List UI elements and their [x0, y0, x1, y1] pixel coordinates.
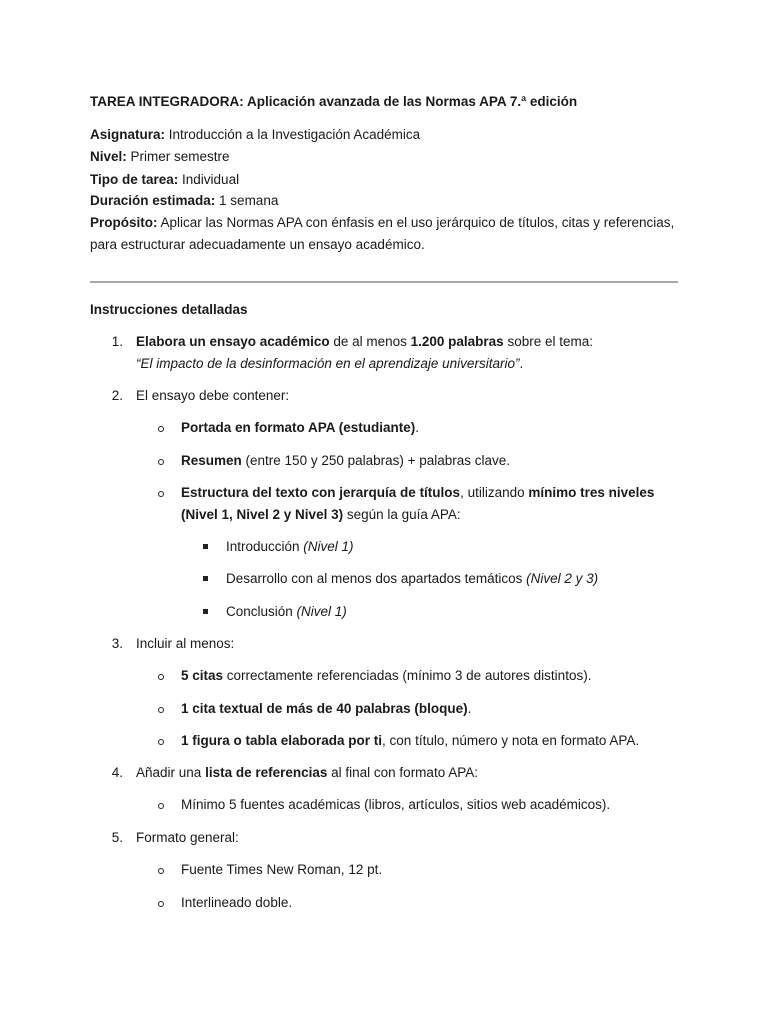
proposito-text-2: para estructurar adecuadamente un ensayo académico. [90, 237, 425, 252]
item-2-sub-3 [181, 482, 654, 504]
item-3-sub-1-text: correctamente referenciadas (mínimo 3 de autores distintos). [223, 668, 592, 683]
item-2-sub-1 [181, 417, 419, 439]
title-text: TAREA INTEGRADORA: Aplicación avanzada de las Normas APA 7.ª edición [90, 94, 578, 109]
item-2-text: El ensayo debe contener: [136, 388, 290, 403]
item-2-sub-1-text: . [415, 420, 420, 435]
item-2-sub-2 [181, 450, 510, 472]
item-1-quote-end: . [519, 356, 524, 371]
item-2-subsub-2-italic: (Nivel 2 y 3) [526, 571, 599, 586]
item-1-text-2: sobre el tema: [503, 334, 593, 349]
duracion-value: 1 semana [215, 193, 279, 208]
item-5-sub-1: Fuente Times New Roman, 12 pt. [181, 862, 383, 877]
item-3-sub-3-bold: 1 figura o tabla elaborada por ti [181, 733, 383, 748]
item-3-sub-2-text: . [467, 701, 472, 716]
item-2-sub-3-line-2 [181, 504, 461, 526]
proposito-text-1: Aplicar las Normas APA con énfasis en el uso jerárquico de títulos, citas y referencias, [157, 215, 675, 230]
item-3-sub-1 [181, 665, 591, 687]
section-title-text: Instrucciones detalladas [90, 302, 248, 317]
item-3-sub-2 [181, 698, 471, 720]
asignatura-line [90, 124, 420, 146]
item-2-sub-3-bold-2: mínimo tres niveles [528, 485, 655, 500]
item-2-sub-3-text-2: según la guía APA: [343, 507, 461, 522]
tipo-value: Individual [178, 172, 240, 187]
proposito-line [90, 212, 674, 234]
asignatura-label: Asignatura: [90, 127, 166, 142]
item-3-number: 3. [111, 636, 123, 651]
nivel-value: Primer semestre [126, 149, 230, 164]
item-4-text-2: al final con formato APA: [327, 765, 478, 780]
proposito-label: Propósito: [90, 215, 158, 230]
circle-bullet-icon [158, 739, 164, 745]
item-2-subsub-1-text: Introducción [226, 539, 304, 554]
item-5-sub-2: Interlineado doble. [181, 895, 293, 910]
item-1-bold-2: 1.200 palabras [410, 334, 504, 349]
item-4-bold: lista de referencias [205, 765, 328, 780]
item-2-sub-3-text-1: , utilizando [460, 485, 529, 500]
item-2-subsub-3 [226, 601, 347, 623]
item-2-number: 2. [111, 388, 123, 403]
item-4-text [136, 762, 478, 784]
circle-bullet-icon [158, 674, 164, 680]
horizontal-divider [90, 281, 678, 283]
tipo-line [90, 169, 239, 191]
item-1-text-1: de al menos [329, 334, 411, 349]
item-2-sub-2-text: (entre 150 y 250 palabras) + palabras clave. [241, 453, 511, 468]
item-1-number: 1. [111, 334, 123, 349]
item-2-sub-3-bold-3: (Nivel 1, Nivel 2 y Nivel 3) [181, 507, 344, 522]
nivel-label: Nivel: [90, 149, 127, 164]
item-3-sub-3-text: , con título, número y nota en formato APA. [382, 733, 640, 748]
item-2-sub-1-bold: Portada en formato APA (estudiante) [181, 420, 416, 435]
item-5-text: Formato general: [136, 830, 239, 845]
section-title [90, 299, 248, 321]
circle-bullet-icon [158, 901, 164, 907]
circle-bullet-icon [158, 459, 164, 465]
item-1-text [136, 331, 593, 353]
item-2-subsub-1 [226, 536, 354, 558]
square-bullet-icon [203, 609, 208, 614]
item-3-text: Incluir al menos: [136, 636, 235, 651]
circle-bullet-icon [158, 707, 164, 713]
document-title [90, 91, 577, 113]
item-2-sub-2-bold: Resumen [181, 453, 242, 468]
item-3-sub-2-bold: 1 cita textual de más de 40 palabras (bloque) [181, 701, 468, 716]
circle-bullet-icon [158, 803, 164, 809]
item-1-quote: “El impacto de la desinformación en el aprendizaje universitario” [136, 356, 520, 371]
item-4-sub-1: Mínimo 5 fuentes académicas (libros, artículos, sitios web académicos). [181, 797, 611, 812]
item-2-sub-3-bold-1: Estructura del texto con jerarquía de títulos [181, 485, 461, 500]
item-2-subsub-3-text: Conclusión [226, 604, 297, 619]
item-1-bold-1: Elabora un ensayo académico [136, 334, 330, 349]
duracion-line [90, 190, 278, 212]
proposito-line-2 [90, 234, 425, 256]
circle-bullet-icon [158, 491, 164, 497]
item-2-subsub-3-italic: (Nivel 1) [296, 604, 347, 619]
circle-bullet-icon [158, 868, 164, 874]
square-bullet-icon [203, 544, 208, 549]
duracion-label: Duración estimada: [90, 193, 216, 208]
item-2-subsub-1-italic: (Nivel 1) [303, 539, 354, 554]
item-4-text-1: Añadir una [136, 765, 206, 780]
asignatura-value: Introducción a la Investigación Académica [165, 127, 421, 142]
item-5-number: 5. [111, 830, 123, 845]
item-4-number: 4. [111, 765, 123, 780]
nivel-line [90, 146, 230, 168]
circle-bullet-icon [158, 426, 164, 432]
square-bullet-icon [203, 576, 208, 581]
item-1-quote-line [136, 353, 523, 375]
item-3-sub-3 [181, 730, 639, 752]
item-3-sub-1-bold: 5 citas [181, 668, 224, 683]
item-2-subsub-2-text: Desarrollo con al menos dos apartados temáticos [226, 571, 527, 586]
item-2-subsub-2 [226, 568, 598, 590]
tipo-label: Tipo de tarea: [90, 172, 179, 187]
